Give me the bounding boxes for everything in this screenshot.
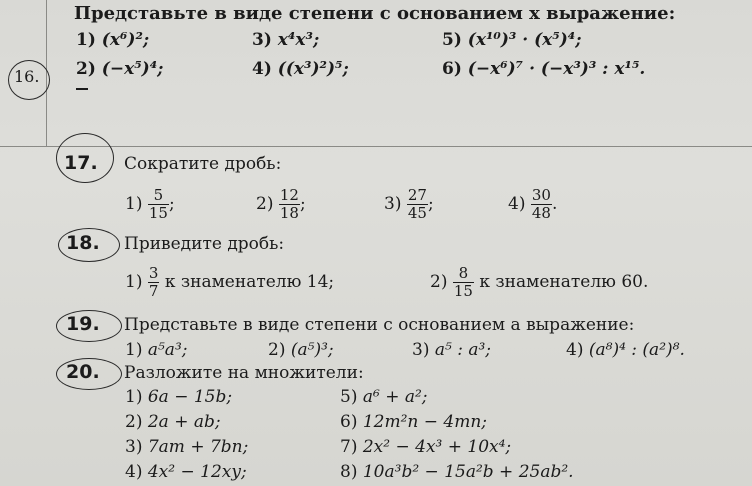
p20-item-8-label: 8) (340, 462, 358, 482)
p16-item-3-expr: x⁴x³; (277, 30, 320, 50)
p19-item-2-label: 2) (268, 340, 286, 360)
p19-item-1 (125, 340, 188, 360)
p16-item-5-expr: (x¹⁰)³ · (x⁵)⁴; (467, 30, 582, 50)
problem-16-number: 16. (14, 67, 40, 86)
p17-item-1-label: 1) (125, 194, 143, 214)
p16-item-2 (76, 59, 163, 79)
p20-item-7-label: 7) (340, 437, 358, 457)
p17-item-4-label: 4) (508, 194, 526, 214)
numerator: 12 (279, 186, 299, 204)
p17-item-2-fraction (279, 188, 300, 221)
p18-item-2-fraction (453, 266, 474, 299)
p19-item-4-expr: (a⁸)⁴ : (a²)⁸. (588, 340, 685, 360)
p18-item-2-label: 2) (430, 272, 448, 292)
numerator: 27 (407, 186, 427, 204)
p17-item-3 (384, 188, 434, 221)
p16-item-4 (252, 59, 349, 79)
p18-item-1 (125, 266, 334, 299)
p20-item-5-label: 5) (340, 387, 358, 407)
p18-item-1-text: к знаменателю 14; (164, 272, 335, 292)
p18-item-2 (430, 266, 648, 299)
problem-16-title: Представьте в виде степени с основанием x выражение: (74, 3, 676, 24)
p16-item-2-expr: (−x⁵)⁴; (101, 59, 164, 79)
p20-item-6 (340, 412, 487, 432)
p20-item-4 (125, 462, 247, 482)
p19-item-3-expr: a⁵ : a³; (434, 340, 492, 360)
p20-item-7-expr: 2x² − 4x³ + 10x⁴; (362, 437, 512, 457)
p17-item-4 (508, 188, 557, 221)
denominator: 48 (531, 204, 551, 222)
p16-item-3 (252, 30, 319, 50)
denominator: 18 (279, 204, 299, 222)
p20-item-5-expr: a⁶ + a²; (362, 387, 428, 407)
denominator: 15 (148, 204, 168, 222)
p20-item-7 (340, 437, 511, 457)
p18-item-2-text: к знаменателю 60. (479, 272, 649, 292)
problem-18-title: Приведите дробь: (124, 234, 285, 254)
p17-item-3-label: 3) (384, 194, 402, 214)
p19-item-2 (268, 340, 334, 360)
p17-item-4-fraction (531, 188, 552, 221)
punctuation: ; (427, 194, 434, 214)
p16-item-6-label: 6) (442, 59, 462, 79)
problem-17-number: 17. (64, 152, 98, 174)
p16-item-5-label: 5) (442, 30, 462, 50)
p16-item-2-label: 2) (76, 59, 96, 79)
p19-item-4 (566, 340, 685, 360)
p20-item-2-label: 2) (125, 412, 143, 432)
p16-item-3-label: 3) (252, 30, 272, 50)
p18-item-1-label: 1) (125, 272, 143, 292)
p20-item-3-expr: 7am + 7bn; (147, 437, 249, 457)
p20-item-1 (125, 387, 232, 407)
punctuation: ; (299, 194, 306, 214)
p19-item-3 (412, 340, 491, 360)
problem-19-number: 19. (66, 313, 100, 335)
p16-item-6-expr: (−x⁶)⁷ · (−x³)³ : x¹⁵. (467, 59, 646, 79)
p17-item-3-fraction (407, 188, 428, 221)
p16-item-1 (76, 30, 149, 50)
rule-line (0, 146, 752, 147)
p20-item-3 (125, 437, 248, 457)
p20-item-4-expr: 4x² − 12xy; (147, 462, 247, 482)
numerator: 3 (148, 264, 159, 282)
problem-20-number: 20. (66, 361, 100, 383)
p19-item-4-label: 4) (566, 340, 584, 360)
p20-item-2-expr: 2a + ab; (147, 412, 221, 432)
p20-item-4-label: 4) (125, 462, 143, 482)
p19-item-3-label: 3) (412, 340, 430, 360)
p20-item-2 (125, 412, 221, 432)
numerator: 30 (531, 186, 551, 204)
p20-item-1-label: 1) (125, 387, 143, 407)
denominator: 45 (407, 204, 427, 222)
p17-item-2-label: 2) (256, 194, 274, 214)
p20-item-5 (340, 387, 428, 407)
p19-item-1-label: 1) (125, 340, 143, 360)
numerator: 5 (148, 188, 169, 205)
underline-mark (76, 88, 88, 90)
p20-item-8-expr: 10a³b² − 15a²b + 25ab². (362, 462, 574, 482)
p16-item-1-label: 1) (76, 30, 96, 50)
p17-item-1-fraction (148, 188, 169, 221)
p16-item-4-label: 4) (252, 59, 272, 79)
p16-item-5 (442, 30, 582, 50)
p20-item-3-label: 3) (125, 437, 143, 457)
p20-item-8 (340, 462, 574, 482)
p16-item-1-expr: (x⁶)²; (101, 30, 150, 50)
p17-item-2 (256, 188, 306, 221)
p18-item-1-fraction (148, 266, 160, 299)
p20-item-1-expr: 6a − 15b; (147, 387, 233, 407)
punctuation: . (551, 194, 558, 214)
p20-item-6-expr: 12m²n − 4mn; (362, 412, 488, 432)
p19-item-1-expr: a⁵a³; (147, 340, 188, 360)
p16-item-4-expr: ((x³)²)⁵; (277, 59, 349, 79)
p19-item-2-expr: (a⁵)³; (290, 340, 334, 360)
punctuation: ; (168, 194, 175, 214)
p16-item-6 (442, 59, 645, 79)
numerator: 8 (453, 266, 474, 283)
problem-18-number: 18. (66, 232, 100, 254)
p17-item-1 (125, 188, 175, 221)
problem-20-title: Разложите на множители: (124, 363, 364, 383)
p20-item-6-label: 6) (340, 412, 358, 432)
problem-17-title: Сократите дробь: (124, 154, 282, 174)
denominator: 15 (453, 282, 473, 300)
denominator: 7 (148, 282, 159, 300)
problem-19-title: Представьте в виде степени с основанием a выражение: (124, 315, 635, 335)
